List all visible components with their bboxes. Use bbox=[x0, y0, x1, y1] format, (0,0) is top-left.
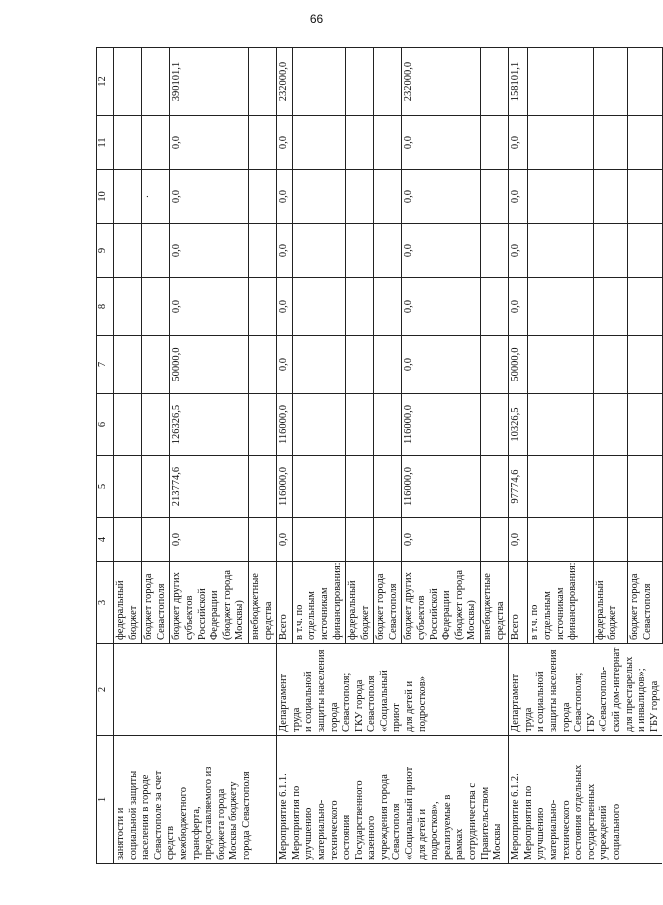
cell-line: Правительством bbox=[479, 786, 491, 860]
value-cell bbox=[142, 456, 170, 518]
cell-line: Мероприятия по bbox=[522, 785, 534, 860]
cell-line: подростков», bbox=[429, 801, 441, 860]
cell-line: учреждения города bbox=[378, 774, 390, 860]
col-header-3: 3 bbox=[97, 562, 114, 644]
value-cell bbox=[481, 48, 509, 116]
cell-line: для детей и bbox=[404, 680, 416, 732]
value-cell: 0,0 bbox=[170, 518, 249, 562]
col-header-9: 9 bbox=[97, 224, 114, 278]
cell-line: Департамент труда bbox=[510, 673, 534, 732]
cell-line: и социальной bbox=[303, 671, 315, 732]
value-cell bbox=[142, 116, 170, 170]
cell-line: учреждений bbox=[598, 805, 610, 860]
value-cell: 0,0 bbox=[509, 170, 528, 224]
value-cell bbox=[346, 278, 374, 336]
value-cell bbox=[346, 394, 374, 456]
cell-line: бюджет других bbox=[403, 572, 415, 640]
cell-line: ГБУ города bbox=[648, 680, 660, 732]
value-cell bbox=[248, 48, 276, 116]
cell-line: технического bbox=[560, 800, 572, 860]
value-cell: 0,0 bbox=[170, 224, 249, 278]
cell-line: города Севастополя; bbox=[560, 672, 585, 732]
cell-line: «Социальный приют bbox=[404, 766, 416, 860]
block2-row bbox=[277, 48, 293, 864]
value-cell bbox=[292, 456, 345, 518]
cell-line: Российской bbox=[196, 588, 208, 640]
cell-line: внебюджетные bbox=[482, 573, 494, 640]
cell-line: бюджет города bbox=[143, 573, 155, 640]
cell-line: «Социальный приют bbox=[378, 670, 403, 732]
value-cell bbox=[374, 394, 402, 456]
value-cell bbox=[593, 518, 628, 562]
cell-line: межбюджетного bbox=[177, 787, 189, 860]
value-cell: 0,0 bbox=[170, 278, 249, 336]
value-cell bbox=[528, 224, 593, 278]
value-cell bbox=[593, 116, 628, 170]
value-cell bbox=[528, 518, 593, 562]
cell-line: бюджет других bbox=[171, 572, 183, 640]
cell-line: города Севастополя bbox=[240, 771, 252, 860]
value-cell bbox=[292, 170, 345, 224]
value-cell bbox=[481, 336, 509, 394]
cell-line: ский дом-интернат bbox=[610, 647, 622, 732]
cell-line: в т.ч. по bbox=[293, 604, 305, 640]
cell-line: населения в городе bbox=[140, 774, 152, 860]
value-cell bbox=[528, 336, 593, 394]
value-cell bbox=[528, 394, 593, 456]
block3-executor-cell bbox=[509, 644, 663, 736]
cell-line: средства bbox=[262, 601, 274, 640]
col-header-8: 8 bbox=[97, 278, 114, 336]
funding-source-cell bbox=[509, 562, 528, 644]
cell-line: технического bbox=[328, 800, 340, 860]
value-cell bbox=[142, 394, 170, 456]
col-header-11: 11 bbox=[97, 116, 114, 170]
cell-line: отдельным bbox=[306, 591, 318, 640]
cell-line: бюджет bbox=[607, 605, 619, 640]
cell-line: и инвалидов»; bbox=[636, 668, 648, 732]
cell-line: (бюджет города bbox=[221, 570, 233, 640]
value-cell bbox=[528, 48, 593, 116]
value-cell: 0,0 bbox=[509, 224, 528, 278]
col-header-5: 5 bbox=[97, 456, 114, 518]
value-cell bbox=[142, 170, 170, 224]
cell-mark: · bbox=[143, 194, 155, 199]
cell-line: государственных bbox=[585, 783, 597, 860]
cell-line: Государственного bbox=[353, 780, 365, 860]
value-cell bbox=[292, 394, 345, 456]
value-cell bbox=[628, 518, 663, 562]
value-cell bbox=[142, 518, 170, 562]
value-cell bbox=[114, 278, 142, 336]
value-cell: 116000,0 bbox=[402, 456, 481, 518]
value-cell bbox=[374, 224, 402, 278]
value-cell bbox=[593, 456, 628, 518]
col-header-10: 10 bbox=[97, 170, 114, 224]
value-cell: 0,0 bbox=[277, 336, 293, 394]
cell-line: Российской bbox=[428, 588, 440, 640]
funding-source-cell bbox=[170, 562, 249, 644]
value-cell bbox=[481, 224, 509, 278]
cell-line: федеральный bbox=[594, 580, 606, 640]
value-cell bbox=[593, 336, 628, 394]
value-cell bbox=[628, 116, 663, 170]
value-cell bbox=[374, 278, 402, 336]
value-cell bbox=[346, 518, 374, 562]
cell-line: Москвы) bbox=[466, 600, 478, 640]
value-cell bbox=[142, 278, 170, 336]
cell-line: для детей и bbox=[416, 808, 428, 860]
value-cell bbox=[374, 116, 402, 170]
value-cell: 0,0 bbox=[402, 518, 481, 562]
value-cell bbox=[114, 116, 142, 170]
value-cell bbox=[114, 48, 142, 116]
value-cell bbox=[628, 456, 663, 518]
value-cell: 0,0 bbox=[509, 116, 528, 170]
budget-table bbox=[96, 47, 663, 864]
funding-source-cell bbox=[374, 562, 402, 644]
cell-line: улучшению bbox=[303, 807, 315, 860]
cell-line: Москвы bbox=[492, 823, 504, 860]
value-cell bbox=[528, 278, 593, 336]
block1-row bbox=[114, 48, 142, 864]
cell-line: трансферта, bbox=[190, 806, 202, 860]
cell-line: защиты населения bbox=[315, 649, 327, 732]
value-cell: 0,0 bbox=[170, 170, 249, 224]
page-number: 66 bbox=[309, 12, 324, 26]
cell-line: социальной защиты bbox=[127, 770, 139, 860]
cell-line: бюджета города bbox=[215, 788, 227, 860]
value-cell bbox=[346, 456, 374, 518]
value-cell bbox=[346, 170, 374, 224]
value-cell bbox=[346, 48, 374, 116]
cell-line: федеральный bbox=[347, 580, 359, 640]
col-header-12: 12 bbox=[97, 48, 114, 116]
cell-line: материально- bbox=[315, 799, 327, 860]
cell-line: города Севастополя; bbox=[328, 672, 353, 732]
cell-line: ГКУ города bbox=[353, 679, 365, 732]
value-cell: 0,0 bbox=[402, 336, 481, 394]
value-cell: 213774,6 bbox=[170, 456, 249, 518]
value-cell: 0,0 bbox=[402, 278, 481, 336]
value-cell bbox=[593, 48, 628, 116]
value-cell bbox=[248, 336, 276, 394]
value-cell: 116000,0 bbox=[277, 394, 293, 456]
value-cell: 0,0 bbox=[277, 518, 293, 562]
value-cell bbox=[248, 278, 276, 336]
value-cell bbox=[292, 336, 345, 394]
col-header-6: 6 bbox=[97, 394, 114, 456]
value-cell bbox=[481, 518, 509, 562]
col-header-2: 2 bbox=[97, 644, 114, 736]
cell-line: Департамент труда bbox=[278, 673, 302, 732]
block1-executor-cell bbox=[114, 644, 277, 736]
value-cell: 50000,0 bbox=[509, 336, 528, 394]
value-cell bbox=[528, 170, 593, 224]
funding-source-cell bbox=[402, 562, 481, 644]
cell-line: сотрудничества с bbox=[467, 783, 479, 860]
cell-line: подростков» bbox=[416, 676, 428, 732]
cell-line: источникам bbox=[554, 587, 566, 640]
cell-line: субъектов bbox=[416, 595, 428, 640]
cell-line: Мероприятия по bbox=[290, 785, 302, 860]
cell-line: субъектов bbox=[183, 595, 195, 640]
value-cell bbox=[292, 48, 345, 116]
cell-line: (бюджет города bbox=[453, 570, 465, 640]
cell-line: казенного bbox=[366, 815, 378, 860]
funding-source-cell bbox=[628, 562, 663, 644]
cell-line: Севастополя bbox=[391, 803, 403, 860]
cell-line: федеральный bbox=[115, 580, 126, 640]
value-cell bbox=[374, 170, 402, 224]
value-cell bbox=[114, 224, 142, 278]
value-cell bbox=[114, 518, 142, 562]
header-row bbox=[97, 48, 114, 864]
cell-line: предоставляемого из bbox=[203, 766, 215, 860]
value-cell bbox=[248, 224, 276, 278]
cell-line: бюджет города bbox=[629, 573, 641, 640]
cell-line: материально- bbox=[548, 799, 559, 860]
value-cell bbox=[248, 456, 276, 518]
value-cell: 0,0 bbox=[402, 224, 481, 278]
value-cell bbox=[481, 278, 509, 336]
value-cell bbox=[114, 336, 142, 394]
table-body bbox=[114, 48, 663, 864]
block3-activity-cell bbox=[509, 736, 663, 864]
cell-line: Москвы бюджету bbox=[228, 781, 240, 860]
value-cell bbox=[114, 394, 142, 456]
cell-line: реализуемые в bbox=[441, 794, 453, 860]
rotated-table-frame bbox=[96, 48, 660, 864]
value-cell bbox=[142, 336, 170, 394]
funding-source-cell bbox=[481, 562, 509, 644]
cell-line: отдельным bbox=[541, 591, 553, 640]
value-cell bbox=[142, 224, 170, 278]
value-cell bbox=[593, 394, 628, 456]
value-cell bbox=[481, 170, 509, 224]
funding-source-cell bbox=[593, 562, 628, 644]
value-cell: 0,0 bbox=[277, 170, 293, 224]
block3-row bbox=[509, 48, 528, 864]
cell-line: финансирования: bbox=[567, 562, 579, 640]
value-cell bbox=[374, 48, 402, 116]
value-cell bbox=[528, 116, 593, 170]
value-cell bbox=[114, 170, 142, 224]
cell-line: бюджет города bbox=[375, 573, 387, 640]
funding-source-cell bbox=[277, 562, 293, 644]
value-cell: 10326,5 bbox=[509, 394, 528, 456]
value-cell: 0,0 bbox=[509, 518, 528, 562]
cell-line: Мероприятие 6.1.1. bbox=[278, 773, 290, 860]
value-cell bbox=[481, 116, 509, 170]
cell-line: и социальной bbox=[535, 671, 547, 732]
value-cell: 0,0 bbox=[402, 116, 481, 170]
value-cell bbox=[346, 224, 374, 278]
value-cell bbox=[528, 456, 593, 518]
value-cell bbox=[628, 224, 663, 278]
value-cell bbox=[248, 170, 276, 224]
block1-activity-cell bbox=[114, 736, 277, 864]
value-cell bbox=[374, 456, 402, 518]
cell-line: Всего bbox=[278, 614, 290, 640]
cell-line: средств bbox=[165, 826, 177, 860]
col-header-4: 4 bbox=[97, 518, 114, 562]
value-cell: 0,0 bbox=[277, 224, 293, 278]
cell-line: Севастополе за счет bbox=[152, 770, 164, 860]
funding-source-cell bbox=[142, 562, 170, 644]
cell-line: занятости и bbox=[115, 807, 126, 860]
value-cell bbox=[628, 170, 663, 224]
value-cell bbox=[346, 116, 374, 170]
cell-line: внебюджетные bbox=[249, 573, 261, 640]
value-cell bbox=[292, 116, 345, 170]
funding-source-cell bbox=[346, 562, 374, 644]
value-cell: 158101,1 bbox=[509, 48, 528, 116]
cell-line: улучшению bbox=[535, 807, 547, 860]
value-cell bbox=[292, 224, 345, 278]
value-cell bbox=[628, 48, 663, 116]
value-cell: 0,0 bbox=[277, 116, 293, 170]
block2-executor-cell bbox=[277, 644, 509, 736]
value-cell: 0,0 bbox=[170, 116, 249, 170]
value-cell: 116000,0 bbox=[277, 456, 293, 518]
value-cell bbox=[593, 224, 628, 278]
value-cell: 50000,0 bbox=[170, 336, 249, 394]
value-cell: 97774,6 bbox=[509, 456, 528, 518]
cell-line: Севастополя bbox=[155, 583, 167, 640]
value-cell: 0,0 bbox=[277, 278, 293, 336]
value-cell bbox=[248, 518, 276, 562]
table-viewport bbox=[96, 48, 660, 864]
col-header-7: 7 bbox=[97, 336, 114, 394]
cell-line: средства bbox=[494, 601, 506, 640]
cell-line: Севастополя bbox=[366, 675, 378, 732]
cell-line: Севастополя bbox=[641, 583, 653, 640]
value-cell bbox=[481, 456, 509, 518]
cell-line: Москвы) bbox=[234, 600, 246, 640]
cell-line: Севастополя bbox=[387, 583, 399, 640]
value-cell: 232000,0 bbox=[277, 48, 293, 116]
value-cell bbox=[628, 394, 663, 456]
value-cell bbox=[593, 278, 628, 336]
funding-source-cell bbox=[528, 562, 593, 644]
value-cell bbox=[481, 394, 509, 456]
value-cell bbox=[248, 394, 276, 456]
value-cell: 126326,5 bbox=[170, 394, 249, 456]
value-cell bbox=[374, 518, 402, 562]
value-cell: 0,0 bbox=[402, 170, 481, 224]
value-cell bbox=[346, 336, 374, 394]
cell-line: социального bbox=[610, 803, 622, 860]
value-cell bbox=[593, 170, 628, 224]
cell-line: Федерации bbox=[441, 590, 453, 640]
cell-line: в т.ч. по bbox=[529, 604, 541, 640]
cell-line: финансирования: bbox=[331, 562, 343, 640]
value-cell: 116000,0 bbox=[402, 394, 481, 456]
value-cell bbox=[374, 336, 402, 394]
cell-line: состояния отдельных bbox=[573, 764, 585, 860]
cell-line: Всего bbox=[510, 614, 522, 640]
col-header-1: 1 bbox=[97, 736, 114, 864]
cell-line: ГБУ «Севастополь- bbox=[585, 666, 610, 732]
cell-line: бюджет bbox=[127, 605, 139, 640]
funding-source-cell bbox=[114, 562, 142, 644]
funding-source-cell bbox=[292, 562, 345, 644]
cell-line: состояния bbox=[341, 814, 353, 860]
value-cell bbox=[292, 278, 345, 336]
cell-line: рамках bbox=[454, 828, 466, 860]
value-cell bbox=[628, 336, 663, 394]
value-cell: 232000,0 bbox=[402, 48, 481, 116]
funding-source-cell bbox=[248, 562, 276, 644]
value-cell bbox=[248, 116, 276, 170]
value-cell bbox=[114, 456, 142, 518]
cell-line: Федерации bbox=[209, 590, 221, 640]
cell-line: бюджет bbox=[359, 605, 371, 640]
cell-line: для престарелых bbox=[623, 656, 635, 732]
cell-line: источникам bbox=[318, 587, 330, 640]
cell-line: защиты населения bbox=[548, 649, 559, 732]
cell-line: Мероприятие 6.1.2. bbox=[510, 773, 522, 860]
value-cell: 390101,1 bbox=[170, 48, 249, 116]
value-cell bbox=[292, 518, 345, 562]
value-cell bbox=[628, 278, 663, 336]
value-cell bbox=[142, 48, 170, 116]
value-cell: 0,0 bbox=[509, 278, 528, 336]
block2-activity-cell bbox=[277, 736, 509, 864]
